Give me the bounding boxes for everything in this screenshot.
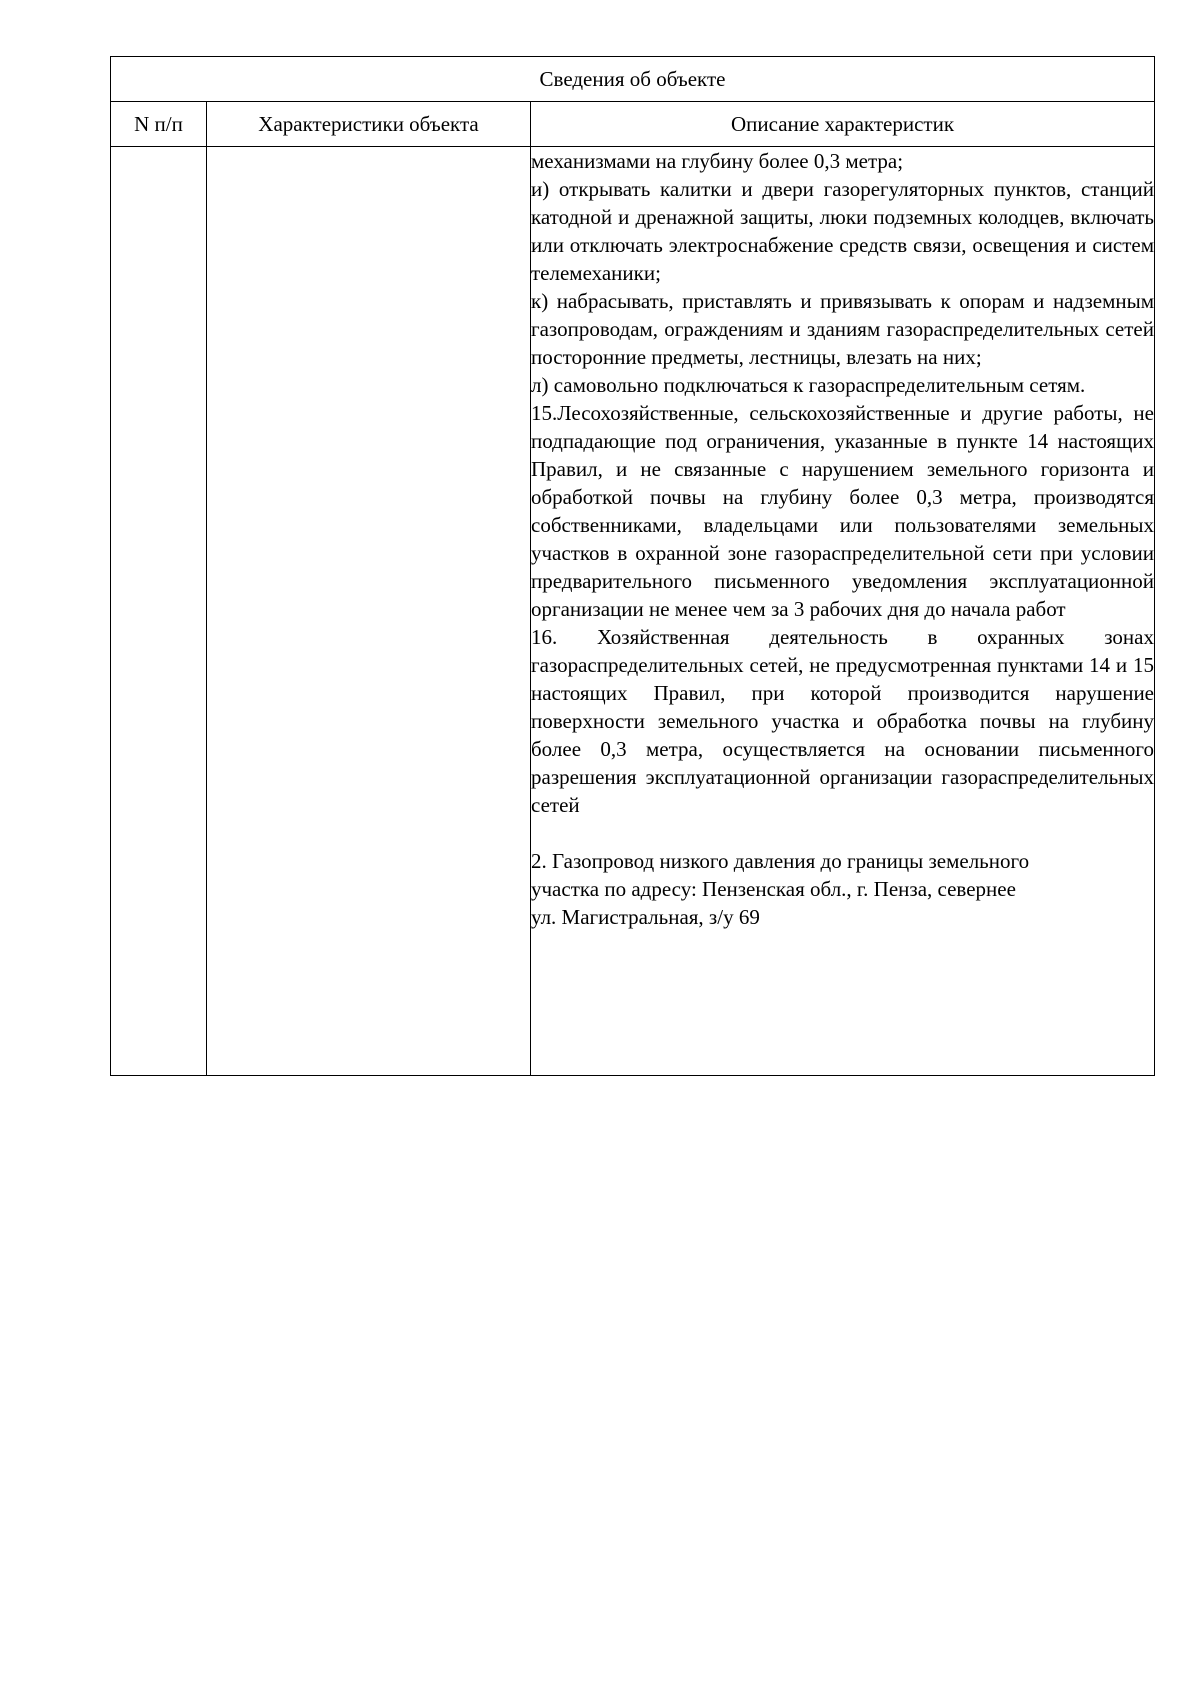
item2-line: ул. Магистральная, з/у 69	[531, 905, 760, 929]
cell-characteristics	[207, 147, 531, 1076]
description-paragraph: к) набрасывать, приставлять и привязывать к опорам и надземным газопроводам, ограждениям и зданиям газораспределительных сетей посторонние предметы, лестницы, влезать на них;	[531, 289, 1154, 369]
header-characteristics: Характеристики объекта	[207, 102, 531, 147]
cell-num	[111, 147, 207, 1076]
table-row	[111, 147, 1155, 1076]
item2-line: 2. Газопровод низкого давления до границы земельного	[531, 849, 1030, 873]
cell-description	[531, 147, 1155, 1076]
description-paragraph: и) открывать калитки и двери газорегуляторных пунктов, станций катодной и дренажной защиты, люки подземных колодцев, включать или отключать электроснабжение средств связи, освещения и систем телемеханики;	[531, 177, 1154, 285]
description-paragraph: л) самовольно подключаться к газораспределительным сетям.	[531, 373, 1086, 397]
item2-line: участка по адресу: Пензенская обл., г. Пенза, севернее	[531, 877, 1016, 901]
header-description: Описание характеристик	[531, 102, 1155, 147]
object-info-table	[110, 56, 1155, 1076]
description-paragraph: 16. Хозяйственная деятельность в охранных зонах газораспределительных сетей, не предусмотренная пунктами 14 и 15 настоящих Правил, при которой производится нарушение поверхности земельного участка и обработка почвы на глубину более 0,3 метра, осуществляется на основании письменного разрешения эксплуатационной организации газораспределительных сетей	[531, 625, 1154, 817]
paragraph-spacer	[531, 819, 1154, 847]
table-header-row	[111, 102, 1155, 147]
table-title: Сведения об объекте	[111, 57, 1155, 102]
header-num: N п/п	[111, 102, 207, 147]
description-paragraph: механизмами на глубину более 0,3 метра;	[531, 149, 904, 173]
table-title-row	[111, 57, 1155, 102]
description-paragraph: 15.Лесохозяйственные, сельскохозяйственные и другие работы, не подпадающие под ограничения, указанные в пункте 14 настоящих Правил, и не связанные с нарушением земельного горизонта и обработкой почвы на глубину более 0,3 метра, производятся собственниками, владельцами или пользователями земельных участков в охранной зоне газораспределительной сети при условии предварительного письменного уведомления эксплуатационной организации не менее чем за 3 рабочих дня до начала работ	[531, 401, 1154, 621]
